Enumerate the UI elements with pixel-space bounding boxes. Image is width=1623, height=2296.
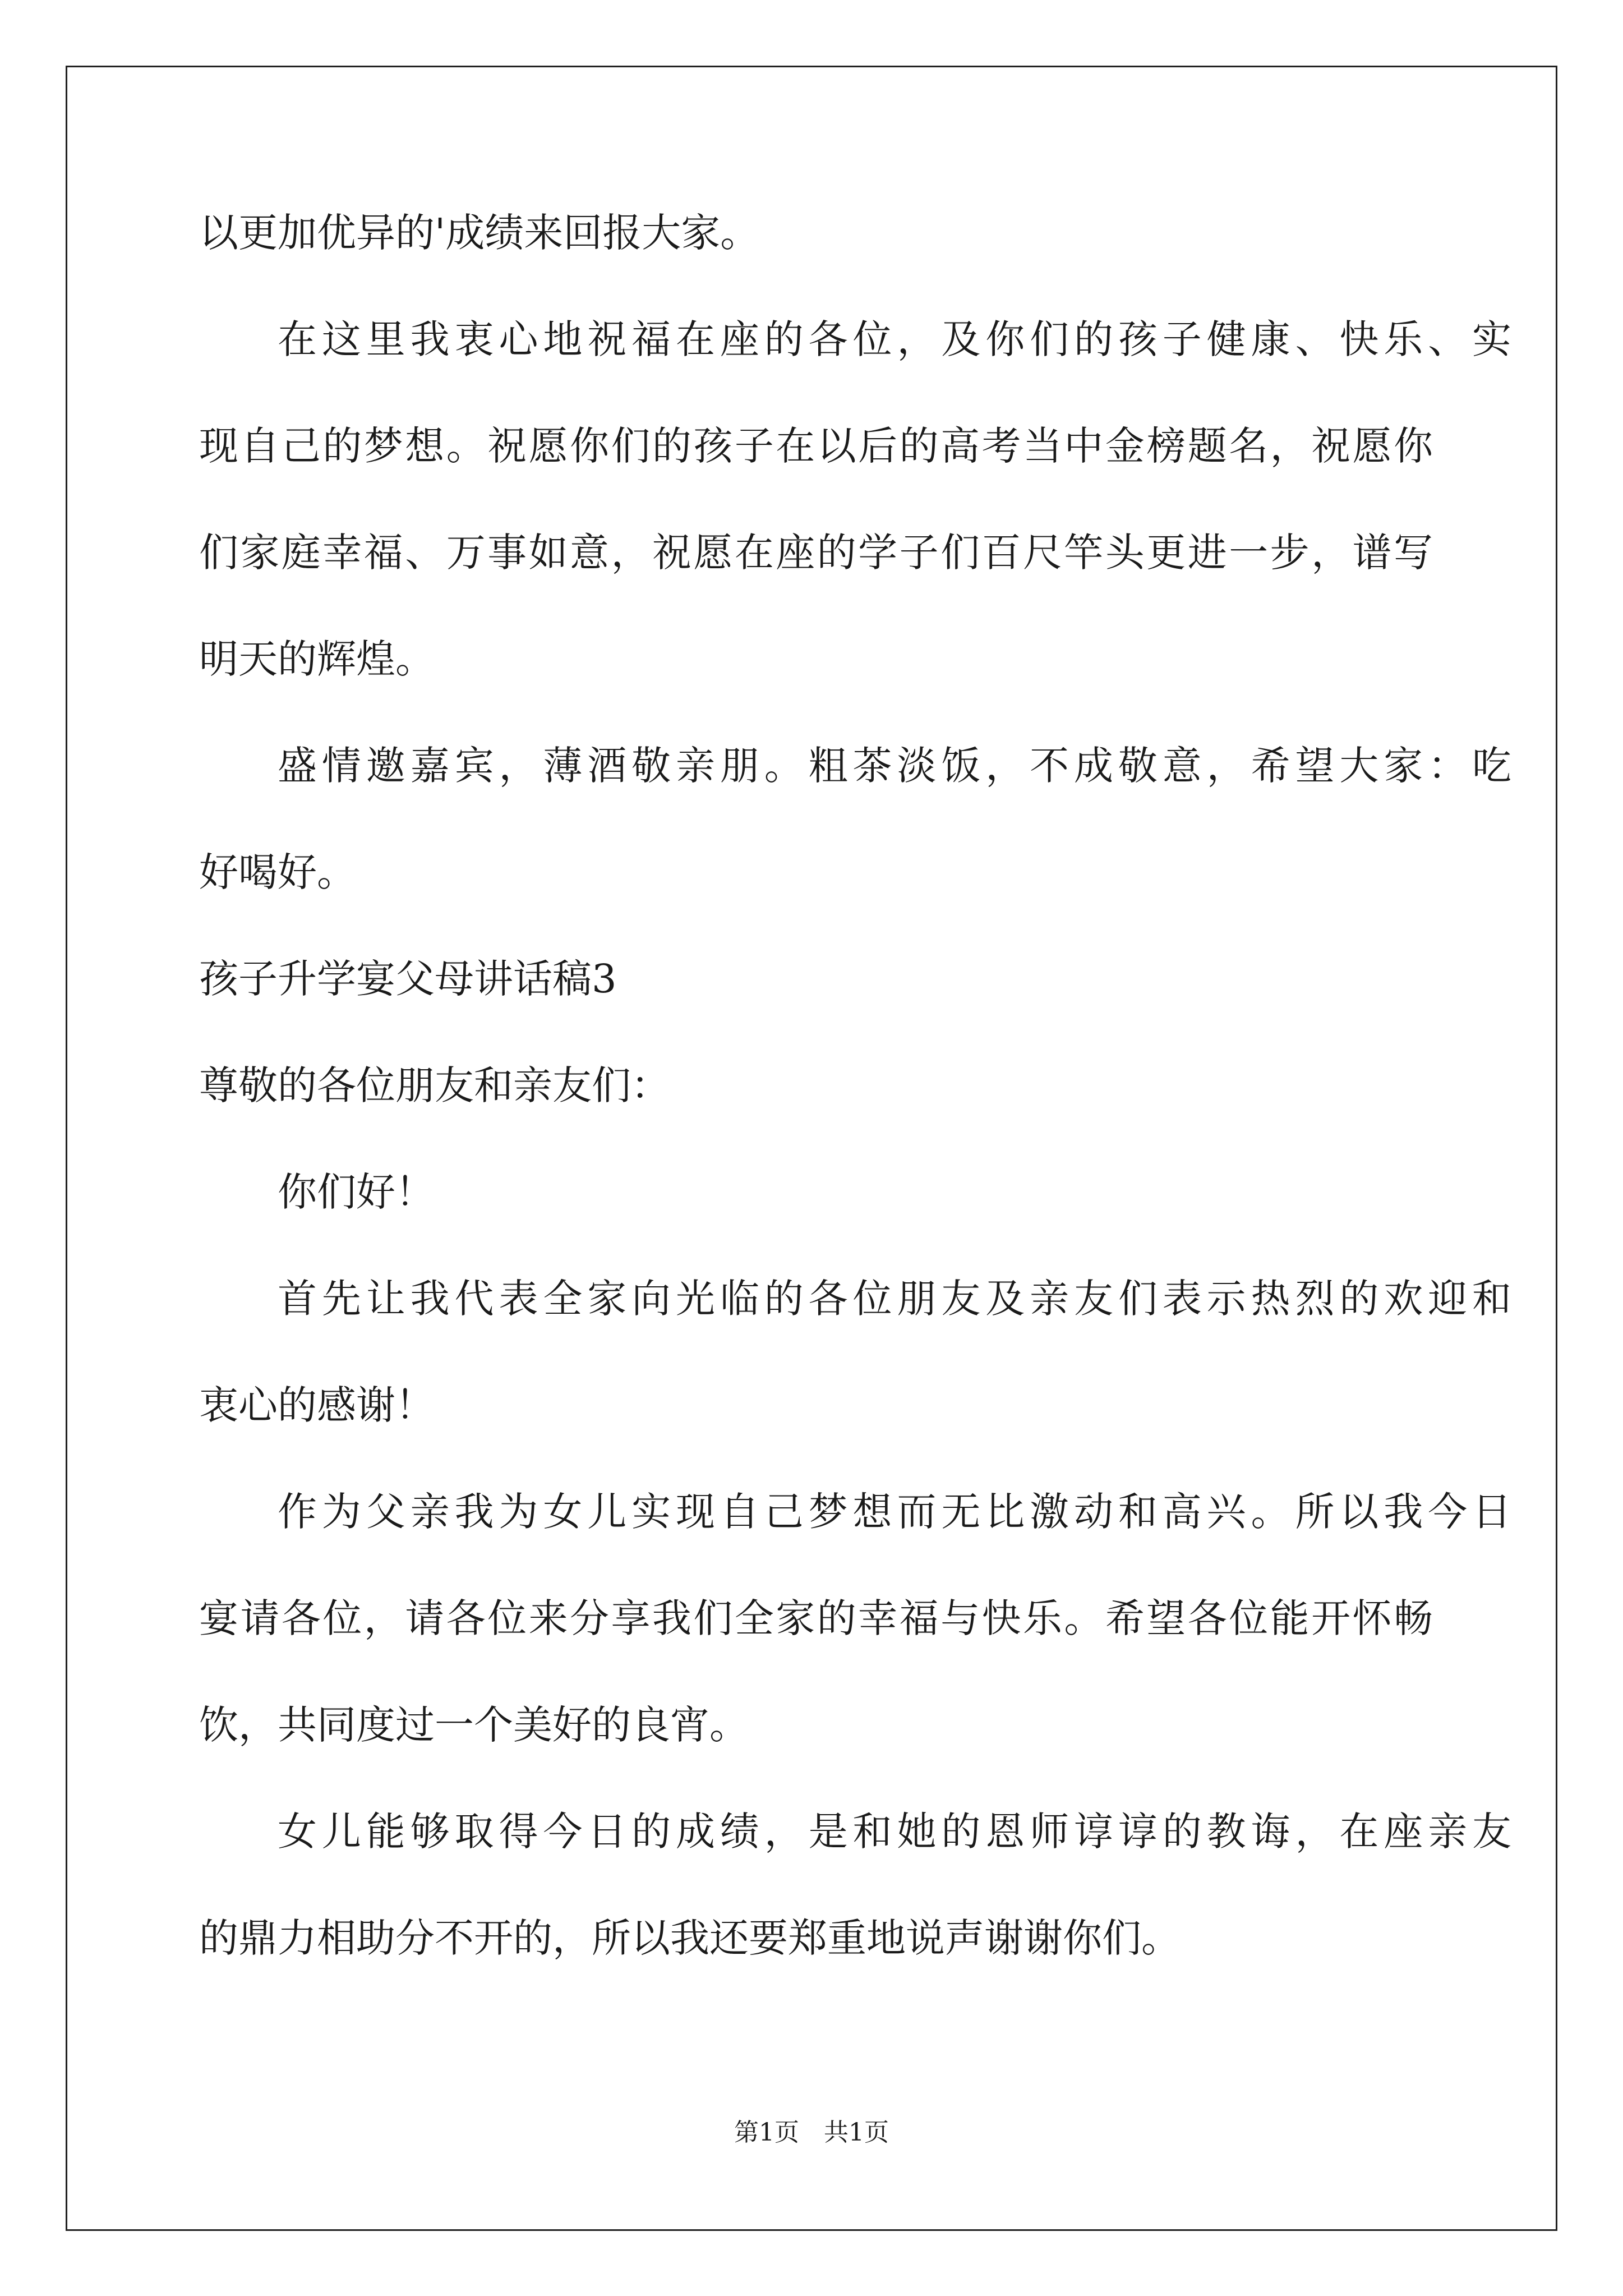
text-line: 以更加优异的'成绩来回报大家。 — [199, 210, 760, 256]
text-line: 的鼎力相助分不开的，所以我还要郑重地说声谢谢你们。 — [199, 1915, 1181, 1961]
text-line: 作为父亲我为女儿实现自己梦想而无比激动和高兴。所以我今日 — [278, 1489, 1511, 1535]
greeting: 你们好！ — [278, 1169, 435, 1215]
text-line: 女儿能够取得今日的成绩，是和她的恩师谆谆的教诲，在座亲友 — [278, 1809, 1511, 1855]
salutation: 尊敬的各位朋友和亲友们： — [199, 1062, 670, 1108]
text-line: 盛情邀嘉宾，薄酒敬亲朋。粗茶淡饭，不成敬意，希望大家：吃 — [278, 743, 1511, 789]
text-line: 们家庭幸福、万事如意，祝愿在座的学子们百尺竿头更进一步，谱写 — [199, 530, 1433, 576]
text-line: 宴请各位，请各位来分享我们全家的幸福与快乐。希望各位能开怀畅 — [199, 1595, 1433, 1641]
text-line: 明天的辉煌。 — [199, 636, 435, 682]
text-line: 现自己的梦想。祝愿你们的孩子在以后的高考当中金榜题名，祝愿你 — [199, 423, 1433, 469]
text-line: 好喝好。 — [199, 849, 356, 895]
section-heading: 孩子升学宴父母讲话稿3 — [199, 956, 617, 1002]
text-line: 首先让我代表全家向光临的各位朋友及亲友们表示热烈的欢迎和 — [278, 1276, 1511, 1322]
document-body — [199, 210, 1511, 2025]
page-footer: 第1页 共1页 — [734, 2118, 889, 2147]
text-line: 在这里我衷心地祝福在座的各位，及你们的孩子健康、快乐、实 — [278, 316, 1511, 362]
text-line: 饮，共同度过一个美好的良宵。 — [199, 1702, 749, 1748]
text-line: 衷心的感谢！ — [199, 1382, 435, 1428]
